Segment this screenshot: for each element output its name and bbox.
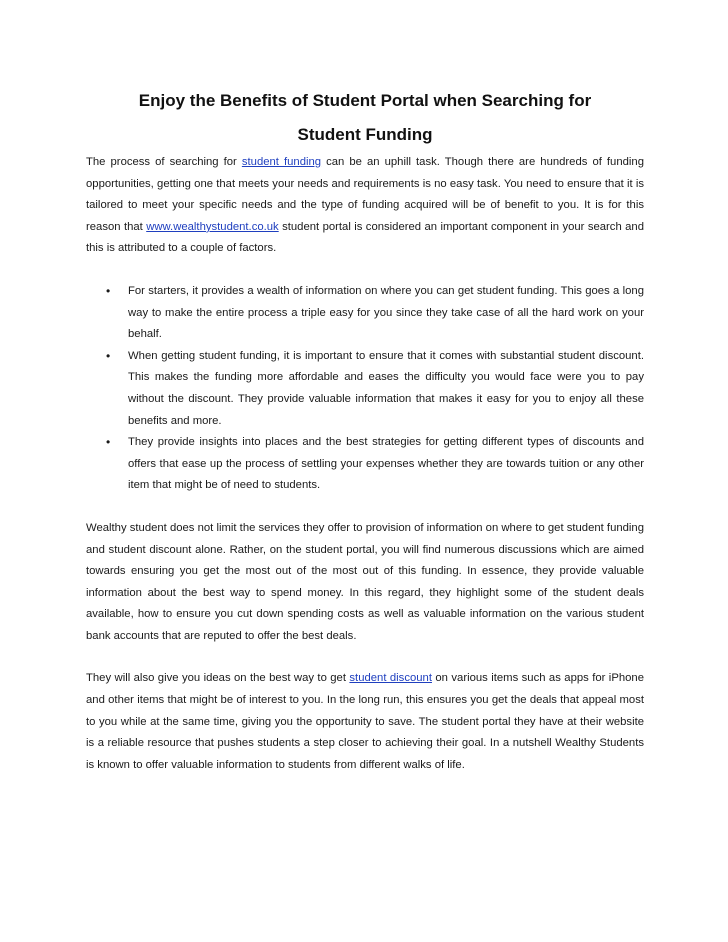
title-line-1: Enjoy the Benefits of Student Portal when Searching for <box>138 91 592 110</box>
intro-paragraph <box>86 152 644 260</box>
services-paragraph: Wealthy student does not limit the services they offer to provision of information on where to get student funding and student discount alone. Rather, on the student portal, you will find numerous discussions which are aimed towards ensuring you get the most out of the most out of this funding. In essence, they provide valuable information about the best way to spend money. In this regard, they highlight some of the student deals available, how to ensure you cut down spending costs as well as valuable information on the various student bank accounts that are reputed to offer the best deals. <box>86 521 644 642</box>
list-item-text: For starters, it provides a wealth of information on where you can get student funding. This goes a long way to make the entire process a triple easy for you since they take case of all the hard work on your behalf. <box>128 284 644 341</box>
list-item <box>106 281 644 346</box>
discount-text-2: on various items such as apps for iPhone and other items that might be of interest to you. In the long run, this ensures you get the deals that appeal most to you while at the same time, giving you the opportunity to save. The student portal they have at their website is a reliable resource that pushes students a step closer to achieving their goal. In a nutshell Wealthy Students is known to offer valuable information to students from different walks of life. <box>86 672 644 771</box>
list-item-text: When getting student funding, it is important to ensure that it comes with substantial student discount. This makes the funding more affordable and eases the difficulty you would face were you to pay without the discount. They provide valuable information that makes it easy for you to enjoy all these benefits and more. <box>128 349 644 427</box>
bullet-icon: • <box>106 283 111 298</box>
bullet-icon: • <box>106 435 111 450</box>
intro-text-1: The process of searching for <box>86 156 242 168</box>
document-page <box>86 84 644 776</box>
bullet-icon: • <box>106 348 111 363</box>
list-item <box>106 346 644 432</box>
discount-text-1: They will also give you ideas on the best way to get <box>86 672 350 685</box>
benefits-list <box>86 281 644 497</box>
page-title <box>86 84 644 152</box>
student-funding-link[interactable]: student funding <box>241 156 322 168</box>
student-discount-link[interactable]: student discount <box>349 672 432 685</box>
list-item-text: They provide insights into places and the best strategies for getting different types of discounts and offers that ease up the process of settling your expenses whether they are towards tuition or any other item that might be of need to students. <box>128 436 644 492</box>
title-line-2: Student Funding <box>297 125 433 144</box>
intro-text-2: can be an uphill task. Though there are hundreds of funding opportunities, getting one that meets your needs and requirements is no easy task. You need to ensure that it is tailored to meet your specific needs and the type of funding acquired will be of benefit to you. It is for this reason that <box>86 156 644 233</box>
wealthystudent-link[interactable]: www.wealthystudent.co.uk <box>146 220 279 233</box>
intro-text-3: student portal is considered an important component in your search and this is attributed to a couple of factors. <box>86 220 644 255</box>
discount-paragraph <box>86 668 644 776</box>
list-item <box>106 432 644 497</box>
